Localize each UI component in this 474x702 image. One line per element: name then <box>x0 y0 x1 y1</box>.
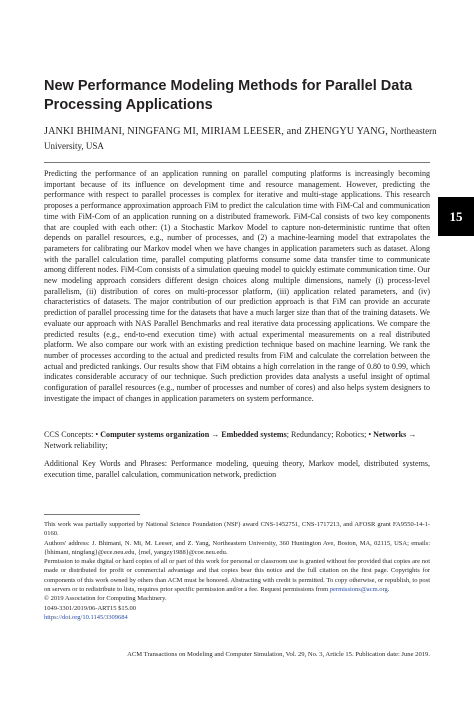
author-affiliation: Northeastern University, USA <box>44 126 437 151</box>
copyright-line: © 2019 Association for Computing Machinery. <box>44 595 167 603</box>
abstract-top-rule <box>44 162 430 163</box>
author-block <box>44 124 439 153</box>
ccs-concept-2: Networks <box>373 430 407 439</box>
permissions-email-link[interactable]: permissions@acm.org <box>329 586 388 594</box>
paper-title: New Performance Modeling Methods for Parallel Data Processing Applications <box>44 78 413 113</box>
abstract: Predicting the performance of an application running on parallel computing platforms is increasingly becoming important because of its influence on development time and resource management. However, predicting the performance with respect to parallel processes is complex for iterative and multi-stage applications. This research proposes a performance approximation approach FiM to predict the calculation time with FiM-Cal and communication time with FiM-Com of an application running on a distributed framework. FiM-Cal consists of two key components that are coupled with each other: (1) a Stochastic Markov Model to capture non-deterministic runtime that often depends on parallel resources, e.g., number of processes, and (2) a machine-learning model that extrapolates the parameters for calibrating our Markov model when we have changes in application parameters such as dataset. Along with the parallel calculation time, parallel computing platforms consume some data transfer time to communicate among different nodes. FiM-Com consists of a simulation queuing model to quickly estimate communication time. Our new modeling approach considers different design choices along multiple dimensions, namely (i) process-level parallelism, (ii) distribution of cores on multi-processor platform, (iii) application related parameters, and (iv) characteristics of datasets. The major contribution of our prediction approach is that FiM can provide an accurate prediction of parallel processing time for the datasets that have a much larger size than that of the training datasets. We evaluate our approach with NAS Parallel Benchmarks and real iterative data processing applications. We compare the predicted results (e.g., end-to-end execution time) with actual experimental measurements on a real distributed platform. We also compare our work with an existing prediction technique based on machine learning. We rank the number of processes according to the actual and predicted results from FiM and calculate the correlation between the actual and predicted rankings. Our results show that FiM obtains a high correlation in the range of 0.80 to 0.99, which indicates considerable accuracy of our technique. Such prediction provides data analysts a useful insight of optimal configuration of parallel resources (e.g., number of processes and number of cores) and also helps system designers to investigate the impact of changes in application parameters on system performance. <box>44 169 430 403</box>
ccs-concept-1-rest: ; Redundancy; Robotics; • <box>286 430 372 439</box>
journal-footer: ACM Transactions on Modeling and Computer Simulation, Vol. 29, No. 3, Article 15. Publication date: June 2019. <box>127 651 430 658</box>
ccs-label: CCS Concepts: • <box>44 430 99 439</box>
author-names: JANKI BHIMANI, NINGFANG MI, MIRIAM LEESER, and ZHENGYU YANG, <box>44 126 388 137</box>
ccs-concepts <box>44 430 430 451</box>
doi-link[interactable]: https://doi.org/10.1145/3309684 <box>44 613 128 621</box>
author-address: Authors' address: J. Bhimani, N. Mi, M. Leeser, and Z. Yang, Northeastern University, 360 Huntington Ave, Boston, MA, 02115, USA; emails: {bhimani, ningfang}@ece.neu.edu, {mel, yangzy1988}@coe.neu.edu. <box>44 539 430 556</box>
footnote-rule <box>44 514 140 515</box>
footnotes <box>44 520 430 622</box>
permission-text: Permission to make digital or hard copies of all or part of this work for personal or classroom use is granted without fee provided that copies are not made or distributed for profit or commercial advantage and that copies bear this notice and the full citation on the first page. Copyrights for components of this work owned by others than ACM must be honored. Abstracting with credit is permitted. To copy otherwise, or republish, to post on servers or to redistribute to lists, requires prior specific permission and/or a fee. Request permissions from <box>44 558 430 594</box>
article-number-tab: 15 <box>438 197 474 236</box>
keywords: Additional Key Words and Phrases: Performance modeling, queuing theory, Markov model, distributed systems, execution time, parallel calculation, communication network, prediction <box>44 459 430 479</box>
funding-note: This work was partially supported by National Science Foundation (NSF) award CNS-1452751, CNS-1717213, and AFOSR grant FA9550-14-1-0160. <box>44 521 430 538</box>
ccs-concept-1: Computer systems organization → Embedded systems <box>100 430 287 439</box>
issn-line: 1049-3301/2019/06-ART15 $15.00 <box>44 604 137 612</box>
permission-note: Permission to make digital or hard copies of all or part of this work for personal or classroom use is granted without fee provided that copies are not made or distributed for profit or commercial advantage and that copies bear this notice and the full citation on the first page. Copyrights for components of this work owned by others than ACM must be honored. Abstracting with credit is permitted. To copy otherwise, or republish, to post on servers or to redistribute to lists, requires prior specific permission and/or a fee. Request permissions from permissions@acm.org. <box>44 558 430 594</box>
ccs-concept-2-rest: → Network reliability; <box>44 430 417 450</box>
